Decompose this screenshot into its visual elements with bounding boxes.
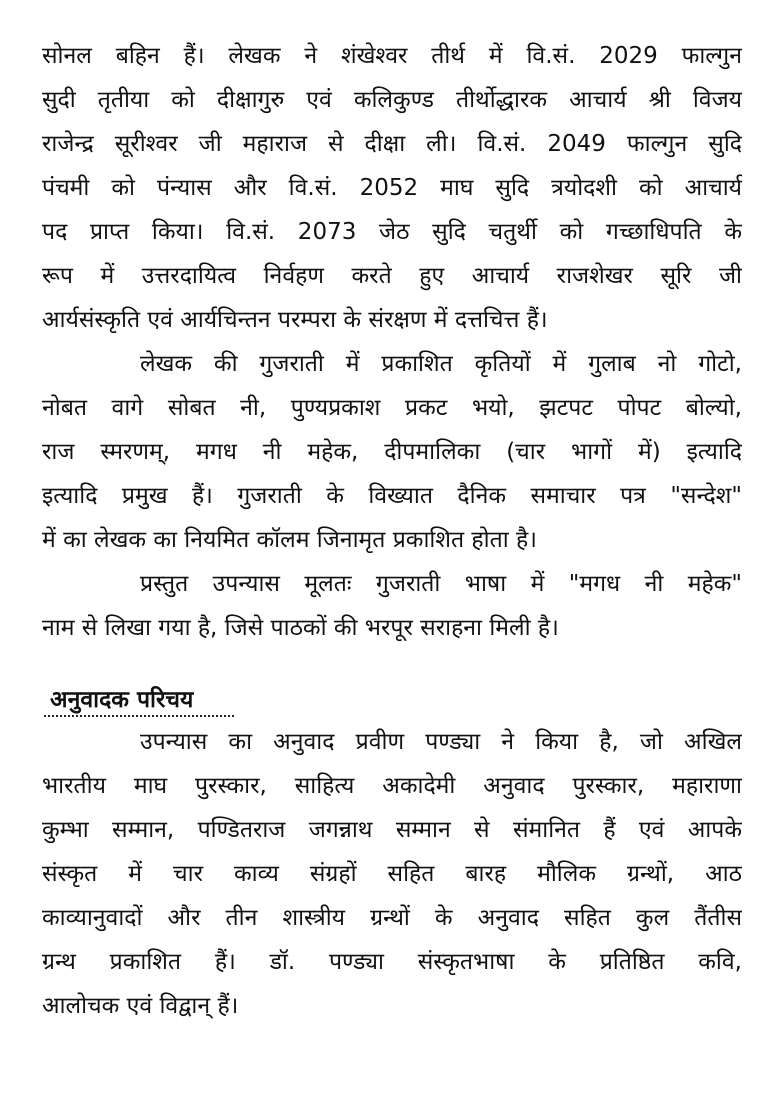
paragraph-line: सुदी तृतीया को दीक्षागुरु एवं कलिकुण्ड तीर्थोद्धारक आचार्य श्री विजय [42,87,742,113]
paragraph-line: राज स्मरणम्, मगध नी महेक, दीपमालिका (चार भागों में) इत्यादि [42,439,742,465]
paragraph-line: इत्यादि प्रमुख हैं। गुजराती के विख्यात दैनिक समाचार पत्र "सन्देश" [42,483,742,509]
paragraph-line: उपन्यास का अनुवाद प्रवीण पण्ड्या ने किया है, जो अखिल [140,729,742,755]
heading-underline [44,715,234,717]
paragraph-line: में का लेखक का नियमित कॉलम जिनामृत प्रकाशित होता है। [42,527,537,553]
paragraph-line: राजेन्द्र सूरीश्वर जी महाराज से दीक्षा ली। वि.सं. 2049 फाल्गुन सुदि [42,131,742,157]
paragraph-line: नाम से लिखा गया है, जिसे पाठकों की भरपूर सराहना मिली है। [42,615,559,641]
paragraph-line: संस्कृत में चार काव्य संग्रहों सहित बारह मौलिक ग्रन्थों, आठ [42,861,742,887]
paragraph-line: काव्यानुवादों और तीन शास्त्रीय ग्रन्थों के अनुवाद सहित कुल तैंतीस [42,905,742,931]
paragraph-line: आलोचक एवं विद्वान् हैं। [42,993,239,1019]
paragraph-line: कुम्भा सम्मान, पण्डितराज जगन्नाथ सम्मान से संमानित हैं एवं आपके [42,817,742,843]
paragraph-line: पद प्राप्त किया। वि.सं. 2073 जेठ सुदि चतुर्थी को गच्छाधिपति के [42,219,742,245]
section-heading: अनुवादक परिचय [50,687,194,713]
paragraph-line: सोनल बहिन हैं। लेखक ने शंखेश्वर तीर्थ में वि.सं. 2029 फाल्गुन [42,43,742,69]
paragraph-line: प्रस्तुत उपन्यास मूलतः गुजराती भाषा में "मगध नी महेक" [140,571,742,597]
paragraph-line: रूप में उत्तरदायित्व निर्वहण करते हुए आचार्य राजशेखर सूरि जी [42,263,742,289]
paragraph-line: ग्रन्थ प्रकाशित हैं। डॉ. पण्ड्या संस्कृतभाषा के प्रतिष्ठित कवि, [42,949,742,975]
paragraph-line: नोबत वागे सोबत नी, पुण्यप्रकाश प्रकट भयो, झटपट पोपट बोल्यो, [42,395,742,421]
paragraph-line: आर्यसंस्कृति एवं आर्यचिन्तन परम्परा के संरक्षण में दत्तचित्त हैं। [42,307,548,333]
paragraph-line: भारतीय माघ पुरस्कार, साहित्य अकादेमी अनुवाद पुरस्कार, महाराणा [42,773,742,799]
paragraph-line: पंचमी को पंन्यास और वि.सं. 2052 माघ सुदि त्रयोदशी को आचार्य [42,175,742,201]
paragraph-line: लेखक की गुजराती में प्रकाशित कृतियों में गुलाब नो गोटो, [140,351,742,377]
